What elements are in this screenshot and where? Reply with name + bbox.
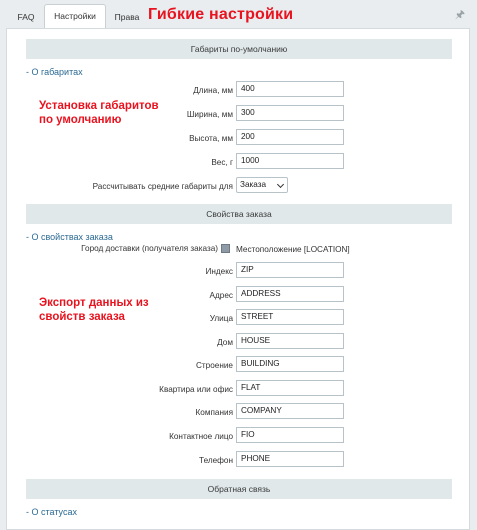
field-label: Высота, мм xyxy=(189,134,233,143)
average-label: Рассчитывать средние габариты для xyxy=(92,182,233,191)
field-label: Телефон xyxy=(199,456,233,465)
address-input[interactable]: ADDRESS xyxy=(236,286,344,302)
contact-person-input[interactable]: FIO xyxy=(236,427,344,443)
company-input[interactable]: COMPANY xyxy=(236,403,344,419)
link-about-dimensions[interactable]: - О габаритах xyxy=(26,67,83,77)
average-select-value: Заказа xyxy=(240,180,267,189)
annotation-line: свойств заказа xyxy=(39,311,125,323)
street-input[interactable]: STREET xyxy=(236,309,344,325)
settings-panel xyxy=(6,28,470,530)
field-label: Квартира или офис xyxy=(159,385,233,394)
phone-input[interactable]: PHONE xyxy=(236,451,344,467)
flat-input[interactable]: FLAT xyxy=(236,380,344,396)
length-input[interactable]: 400 xyxy=(236,81,344,97)
tab-faq[interactable]: FAQ xyxy=(17,12,35,22)
building-input[interactable]: BUILDING xyxy=(236,356,344,372)
link-about-statuses[interactable]: - О статусах xyxy=(26,507,77,517)
weight-input[interactable]: 1000 xyxy=(236,153,344,169)
annotation-order xyxy=(39,296,149,324)
field-label: Адрес xyxy=(209,291,233,300)
help-icon[interactable] xyxy=(221,244,230,253)
house-input[interactable]: HOUSE xyxy=(236,333,344,349)
annotation-dimensions xyxy=(39,99,159,127)
pin-icon[interactable]: 🖈 xyxy=(454,9,465,21)
zip-input[interactable]: ZIP xyxy=(236,262,344,278)
field-label: Дом xyxy=(217,338,233,347)
tab-settings[interactable]: Настройки xyxy=(44,4,106,29)
tab-rights[interactable]: Права xyxy=(114,12,140,22)
field-label: Индекс xyxy=(205,267,233,276)
city-value: Местоположение [LOCATION] xyxy=(236,245,350,254)
annotation-line: по умолчанию xyxy=(39,114,122,126)
chevron-down-icon xyxy=(277,181,284,188)
field-label: Улица xyxy=(209,314,233,323)
annotation-line: Установка габаритов xyxy=(39,100,159,112)
overlay-title: Гибкие настройки xyxy=(148,6,294,23)
height-input[interactable]: 200 xyxy=(236,129,344,145)
tab-bar xyxy=(0,0,477,28)
field-label: Длина, мм xyxy=(193,86,233,95)
link-about-order-properties[interactable]: - О свойствах заказа xyxy=(26,232,113,242)
annotation-line: Экспорт данных из xyxy=(39,297,149,309)
section-header-feedback: Обратная связь xyxy=(26,479,452,499)
field-label: Строение xyxy=(196,361,233,370)
field-label: Контактное лицо xyxy=(169,432,233,441)
city-label xyxy=(81,244,233,254)
section-header-dimensions: Габариты по-умолчанию xyxy=(26,39,452,59)
width-input[interactable]: 300 xyxy=(236,105,344,121)
section-header-order: Свойства заказа xyxy=(26,204,452,224)
average-select[interactable] xyxy=(236,177,288,193)
field-label: Ширина, мм xyxy=(186,110,233,119)
field-label: Компания xyxy=(195,408,233,417)
city-label-text: Город доставки (получателя заказа) xyxy=(81,244,218,254)
field-label: Вес, г xyxy=(211,158,233,167)
